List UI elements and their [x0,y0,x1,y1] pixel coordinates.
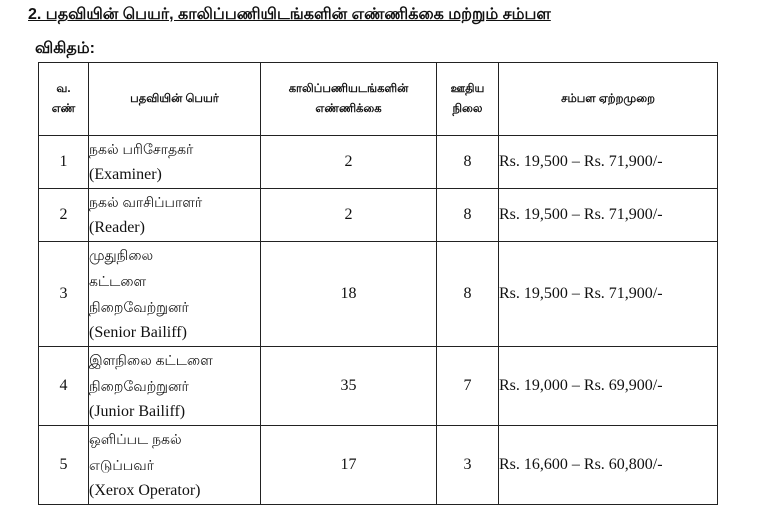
post-name-english: (Junior Bailiff) [89,403,186,420]
header-vacancies-line2: எண்ணிக்கை [315,103,382,115]
cell-scale-of-pay: Rs. 19,500 – Rs. 71,900/- [499,189,718,242]
cell-pay-level: 3 [437,426,499,505]
post-name-tamil: முதுநிலை [89,247,154,263]
cell-pay-level: 8 [437,242,499,347]
header-vacancies [261,63,437,136]
header-sno [39,63,89,136]
header-pay-level-line1: ஊதிய [450,83,485,95]
cell-pay-level: 8 [437,136,499,189]
cell-sno: 2 [39,189,89,242]
posts-table [38,62,718,505]
table-header-row [39,63,718,136]
table-row [39,242,718,347]
post-name-tamil: நகல் வாசிப்பாளர் [89,194,203,210]
section-heading-line2: விகிதம்: [35,40,95,57]
header-scale-of-pay [499,63,718,136]
cell-sno: 3 [39,242,89,347]
cell-pay-level: 7 [437,347,499,426]
cell-pay-level: 8 [437,189,499,242]
header-post-name-label: பதவியின் பெயர் [130,93,219,105]
post-name-tamil: நிறைவேற்றுனர் [89,378,189,394]
post-name-tamil: கட்டளை [89,273,147,289]
table-row [39,189,718,242]
cell-vacancies: 17 [261,426,437,505]
header-sno-line2: எண் [51,103,76,115]
post-name-tamil: இளநிலை கட்டளை [89,352,213,368]
cell-vacancies: 18 [261,242,437,347]
post-name-english: (Senior Bailiff) [89,324,187,341]
header-pay-level [437,63,499,136]
header-vacancies-line1: காலிப்பணியடங்களின் [288,83,409,95]
header-pay-level-line2: நிலை [452,103,483,115]
cell-scale-of-pay: Rs. 19,500 – Rs. 71,900/- [499,242,718,347]
post-name-tamil: எடுப்பவர் [89,457,154,473]
post-name-tamil: ஒளிப்பட நகல் [89,431,182,447]
cell-scale-of-pay: Rs. 19,500 – Rs. 71,900/- [499,136,718,189]
cell-sno: 5 [39,426,89,505]
post-name-english: (Xerox Operator) [89,482,201,499]
post-name-tamil: நகல் பரிசோதகர் [89,141,194,157]
cell-scale-of-pay: Rs. 19,000 – Rs. 69,900/- [499,347,718,426]
header-post-name [89,63,261,136]
cell-sno: 1 [39,136,89,189]
section-heading [28,4,551,57]
cell-scale-of-pay: Rs. 16,600 – Rs. 60,800/- [499,426,718,505]
post-name-english: (Examiner) [89,166,162,183]
cell-post-name [89,189,261,242]
cell-vacancies: 2 [261,189,437,242]
table-row [39,426,718,505]
cell-vacancies: 2 [261,136,437,189]
header-scale-of-pay-label: சம்பள ஏற்றமுறை [561,93,655,105]
header-sno-line1: வ. [56,83,71,95]
cell-post-name [89,426,261,505]
cell-post-name [89,347,261,426]
cell-post-name [89,136,261,189]
post-name-tamil: நிறைவேற்றுனர் [89,299,189,315]
table-row [39,347,718,426]
section-heading-line1: 2. பதவியின் பெயர், காலிப்பணியிடங்களின் எண்ணிக்கை மற்றும் சம்பள [28,6,551,23]
table-row [39,136,718,189]
post-name-english: (Reader) [89,219,145,236]
cell-vacancies: 35 [261,347,437,426]
cell-sno: 4 [39,347,89,426]
cell-post-name [89,242,261,347]
